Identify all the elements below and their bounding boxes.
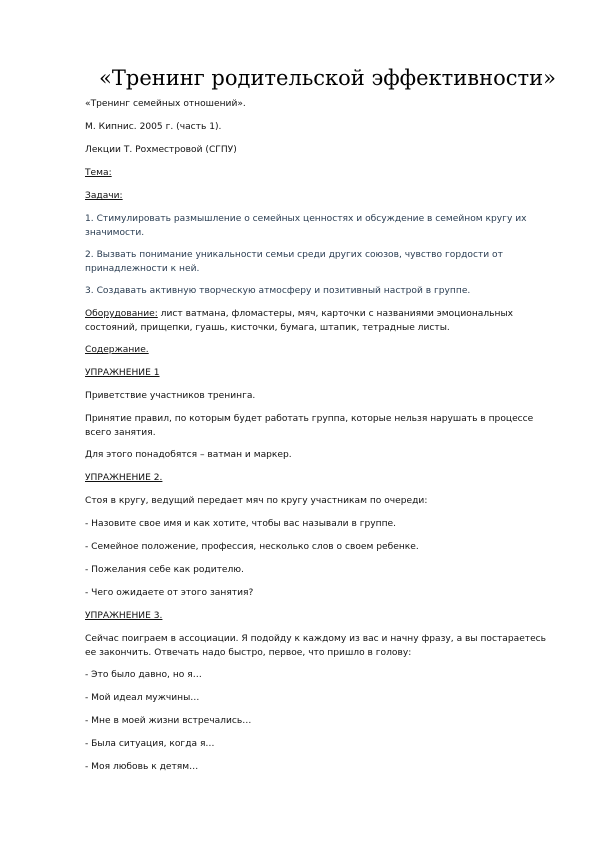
question-1: - Назовите свое имя и как хотите, чтобы вас называли в группе. <box>85 519 397 529</box>
association-5: - Моя любовь к детям… <box>85 762 199 772</box>
equipment-paragraph <box>85 307 555 335</box>
content-label: Содержание. <box>85 345 149 355</box>
source-author: М. Кипнис. 2005 г. (часть 1). <box>85 122 222 132</box>
document-title: «Тренинг родительской эффективности» <box>99 66 556 90</box>
ball-circle-line: Стоя в кругу, ведущий передает мяч по кругу участникам по очереди: <box>85 496 428 506</box>
association-1: - Это было давно, но я… <box>85 670 202 680</box>
task-2: 2. Вызвать понимание уникальности семьи среди других союзов, чувство гордости от принадлежности к ней. <box>85 250 503 274</box>
exercise-1-heading: УПРАЖНЕНИЕ 1 <box>85 368 160 378</box>
task-1: 1. Стимулировать размышление о семейных ценностях и обсуждение в семейном кругу их значимости. <box>85 214 527 238</box>
question-4: - Чего ожидаете от этого занятия? <box>85 588 254 598</box>
greeting-line: Приветствие участников тренинга. <box>85 391 256 401</box>
theme-label: Тема: <box>85 168 112 178</box>
exercise-3-heading: УПРАЖНЕНИЕ 3. <box>85 611 163 621</box>
rules-paragraph: Принятие правил, по которым будет работать группа, которые нельзя нарушать в процессе всего занятия. <box>85 414 534 438</box>
associations-paragraph: Сейчас поиграем в ассоциации. Я подойду к каждому из вас и начну фразу, а вы постараетесь ее закончить. Отвечать надо быстро, первое, что пришло в голову: <box>85 634 547 658</box>
equipment-label: Оборудование: <box>85 309 158 319</box>
tasks-label: Задачи: <box>85 191 123 201</box>
association-2: - Мой идеал мужчины… <box>85 693 200 703</box>
equipment-text: лист ватмана, фломастеры, мяч, карточки с названиями эмоциональных состояний, прищепки, гуашь, кисточки, бумага, штапик, тетрадные листы. <box>85 309 514 333</box>
question-2: - Семейное положение, профессия, несколько слов о своем ребенке. <box>85 542 419 552</box>
task-3: 3. Создавать активную творческую атмосферу и позитивный настрой в группе. <box>85 286 471 296</box>
document-body <box>85 97 555 783</box>
source-title: «Тренинг семейных отношений». <box>85 99 246 109</box>
materials-line: Для этого понадобятся – ватман и маркер. <box>85 450 292 460</box>
question-3: - Пожелания себе как родителю. <box>85 565 244 575</box>
exercise-2-heading: УПРАЖНЕНИЕ 2. <box>85 473 163 483</box>
association-4: - Была ситуация, когда я… <box>85 739 215 749</box>
lectures-line: Лекции Т. Рохместровой (СГПУ) <box>85 145 237 155</box>
association-3: - Мне в моей жизни встречались… <box>85 716 252 726</box>
